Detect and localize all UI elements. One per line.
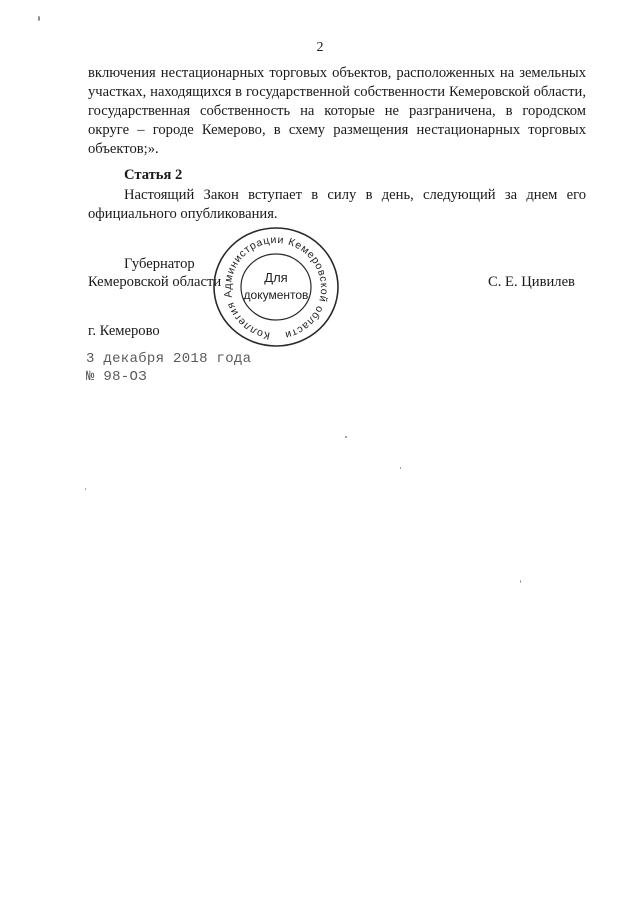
seal-ring-text: Коллегия Администрации Кемеровской области: [221, 233, 331, 342]
scan-speck: [345, 436, 347, 438]
page-number: 2: [316, 40, 324, 55]
article-heading: Статья 2: [124, 167, 183, 183]
registration-number: № 98-ОЗ: [86, 369, 147, 385]
signatory-region: Кемеровской области: [88, 274, 222, 290]
scan-speck: [520, 580, 521, 583]
scan-speck: [38, 16, 40, 21]
scan-speck: [400, 467, 401, 469]
signatory-title: Губернатор: [124, 256, 195, 272]
official-seal: [208, 222, 344, 352]
place-of-signing: г. Кемерово: [88, 323, 160, 339]
paragraph-entry-into-force: Настоящий Закон вступает в силу в день, следующий за днем его официального опубликования.: [88, 187, 586, 222]
seal-center-line-1: Для: [264, 270, 288, 285]
registration-date: 3 декабря 2018 года: [86, 351, 252, 367]
paragraph-amendment-text: включения нестационарных торговых объектов, расположенных на земельных участках, находящихся в государственной собственности Кемеровской области, государственная собственность на которые не разграничена, в городском округе – городе Кемерово, в схему размещения нестационарных торговых объектов;».: [88, 65, 586, 157]
signatory-name: С. Е. Цивилев: [488, 274, 575, 290]
scan-speck: [85, 488, 86, 490]
seal-center-line-2: документов: [243, 288, 309, 302]
